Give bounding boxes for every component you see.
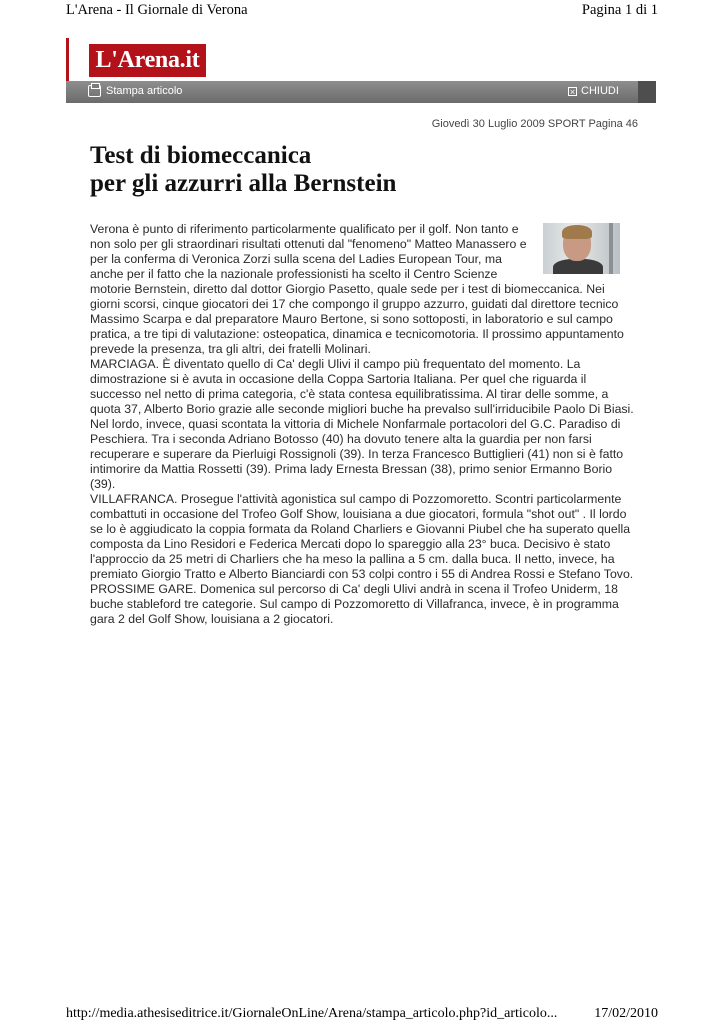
print-footer-url: http://media.athesiseditrice.it/GiornaleOnLine/Arena/stampa_articolo.php?id_articolo... (66, 1006, 558, 1021)
article-paragraph: PROSSIME GARE. Domenica sul percorso di Ca' degli Ulivi andrà in scena il Trofeo Uniderm, 18 buche stableford tre categorie. Sul campo di Pozzomoretto di Villafranca, invece, è in programma gara 2 del Golf Show, louisiana a 2 giocatori. (90, 582, 619, 626)
headline-line-1: Test di biomeccanica (90, 142, 312, 169)
printer-icon (88, 85, 101, 97)
article-dateline: Giovedì 30 Luglio 2009 SPORT Pagina 46 (431, 118, 638, 130)
article-headline (90, 142, 590, 198)
close-button[interactable] (568, 85, 619, 97)
toolbar-end-cap (638, 81, 656, 103)
print-header-title: L'Arena - Il Giornale di Verona (66, 2, 248, 18)
article-paragraph: MARCIAGA. È diventato quello di Ca' degli Ulivi il campo più frequentato del momento. La dimostrazione si è avuta in occasione della Coppa Sartoria Italiana. Per quel che riguarda il successo nel netto di prima categoria, c'è stata contesa equilibratissima. Al tirar delle somme, a quota 37, Alberto Borio grazie alle seconde migliori buche ha prevalso sull'irriducibile Paolo Di Biasi. Nel lordo, invece, quasi scontata la vittoria di Michele Nonfarmale portacolori del G.C. Paradiso di Peschiera. Tra i seconda Adriano Botosso (40) ha dovuto tenere alta la guardia per non farsi recuperare e superare da Pierluigi Rossignoli (39). In terza Francesco Buttiglieri (41) non si è fatto intimorire da Mattia Rossetti (39). Prima lady Ernesta Bressan (38), primo senior Ermanno Borio (39). (90, 357, 634, 491)
print-article-button[interactable] (88, 85, 182, 97)
article-toolbar (66, 81, 656, 103)
close-label: CHIUDI (581, 85, 619, 97)
print-header-page: Pagina 1 di 1 (581, 2, 658, 18)
article-body (90, 222, 638, 627)
article-paragraph: Verona è punto di riferimento particolarmente qualificato per il golf. Non tanto e non solo per gli straordinari risultati ottenuti dal "fenomeno" Matteo Manassero e per la conferma di Veronica Zorzi sulla scena del Ladies European Tour, ma anche per il fatto che la nazionale professionisti ha scelto il Centro Scienze motorie Bernstein, diretto dal dottor Giorgio Pasetto, quale sede per i test di biomeccanica. Nei giorni scorsi, cinque giocatori dei 17 che compongo il gruppo azzurro, guidati dal direttore tecnico Massimo Scarpa e dal preparatore Mauro Bertone, si sono sottoposti, in laboratorio e sul campo pratica, a tre tipi di valutazione: osteopatica, dinamica e tecnicomotoria. Il prossimo appuntamento prevede la presenza, tra gli altri, dei fratelli Molinari. (90, 222, 624, 356)
print-header (0, 0, 724, 22)
print-footer (0, 1004, 724, 1024)
print-article-label: Stampa articolo (106, 85, 183, 97)
article-paragraph: VILLAFRANCA. Prosegue l'attività agonistica sul campo di Pozzomoretto. Scontri particolarmente combattuti in occasione del Trofeo Golf Show, louisiana a due giocatori, formula "shot out" . Il lordo se lo è aggiudicato la coppia formata da Roland Charliers e Giovanni Piubel che ha superato quella composta da Lino Residori e Federica Mercati dopo lo spareggio alla 23° buca. Decisivo è stato l'approccio da 25 metri di Charliers che ha meso la pallina a 5 cm. dalla buca. Il netto, invece, ha premiato Giorgio Tratto e Alberto Bianciardi con 53 colpi contro i 55 di Andrea Rossi e Stefano Tovo. (90, 492, 634, 581)
close-box-icon: × (569, 86, 576, 97)
headline-line-2: per gli azzurri alla Bernstein (90, 170, 397, 197)
site-logo[interactable]: L'Arena.it (89, 44, 206, 77)
logo-accent-bar (66, 38, 69, 82)
print-footer-date: 17/02/2010 (594, 1006, 658, 1021)
